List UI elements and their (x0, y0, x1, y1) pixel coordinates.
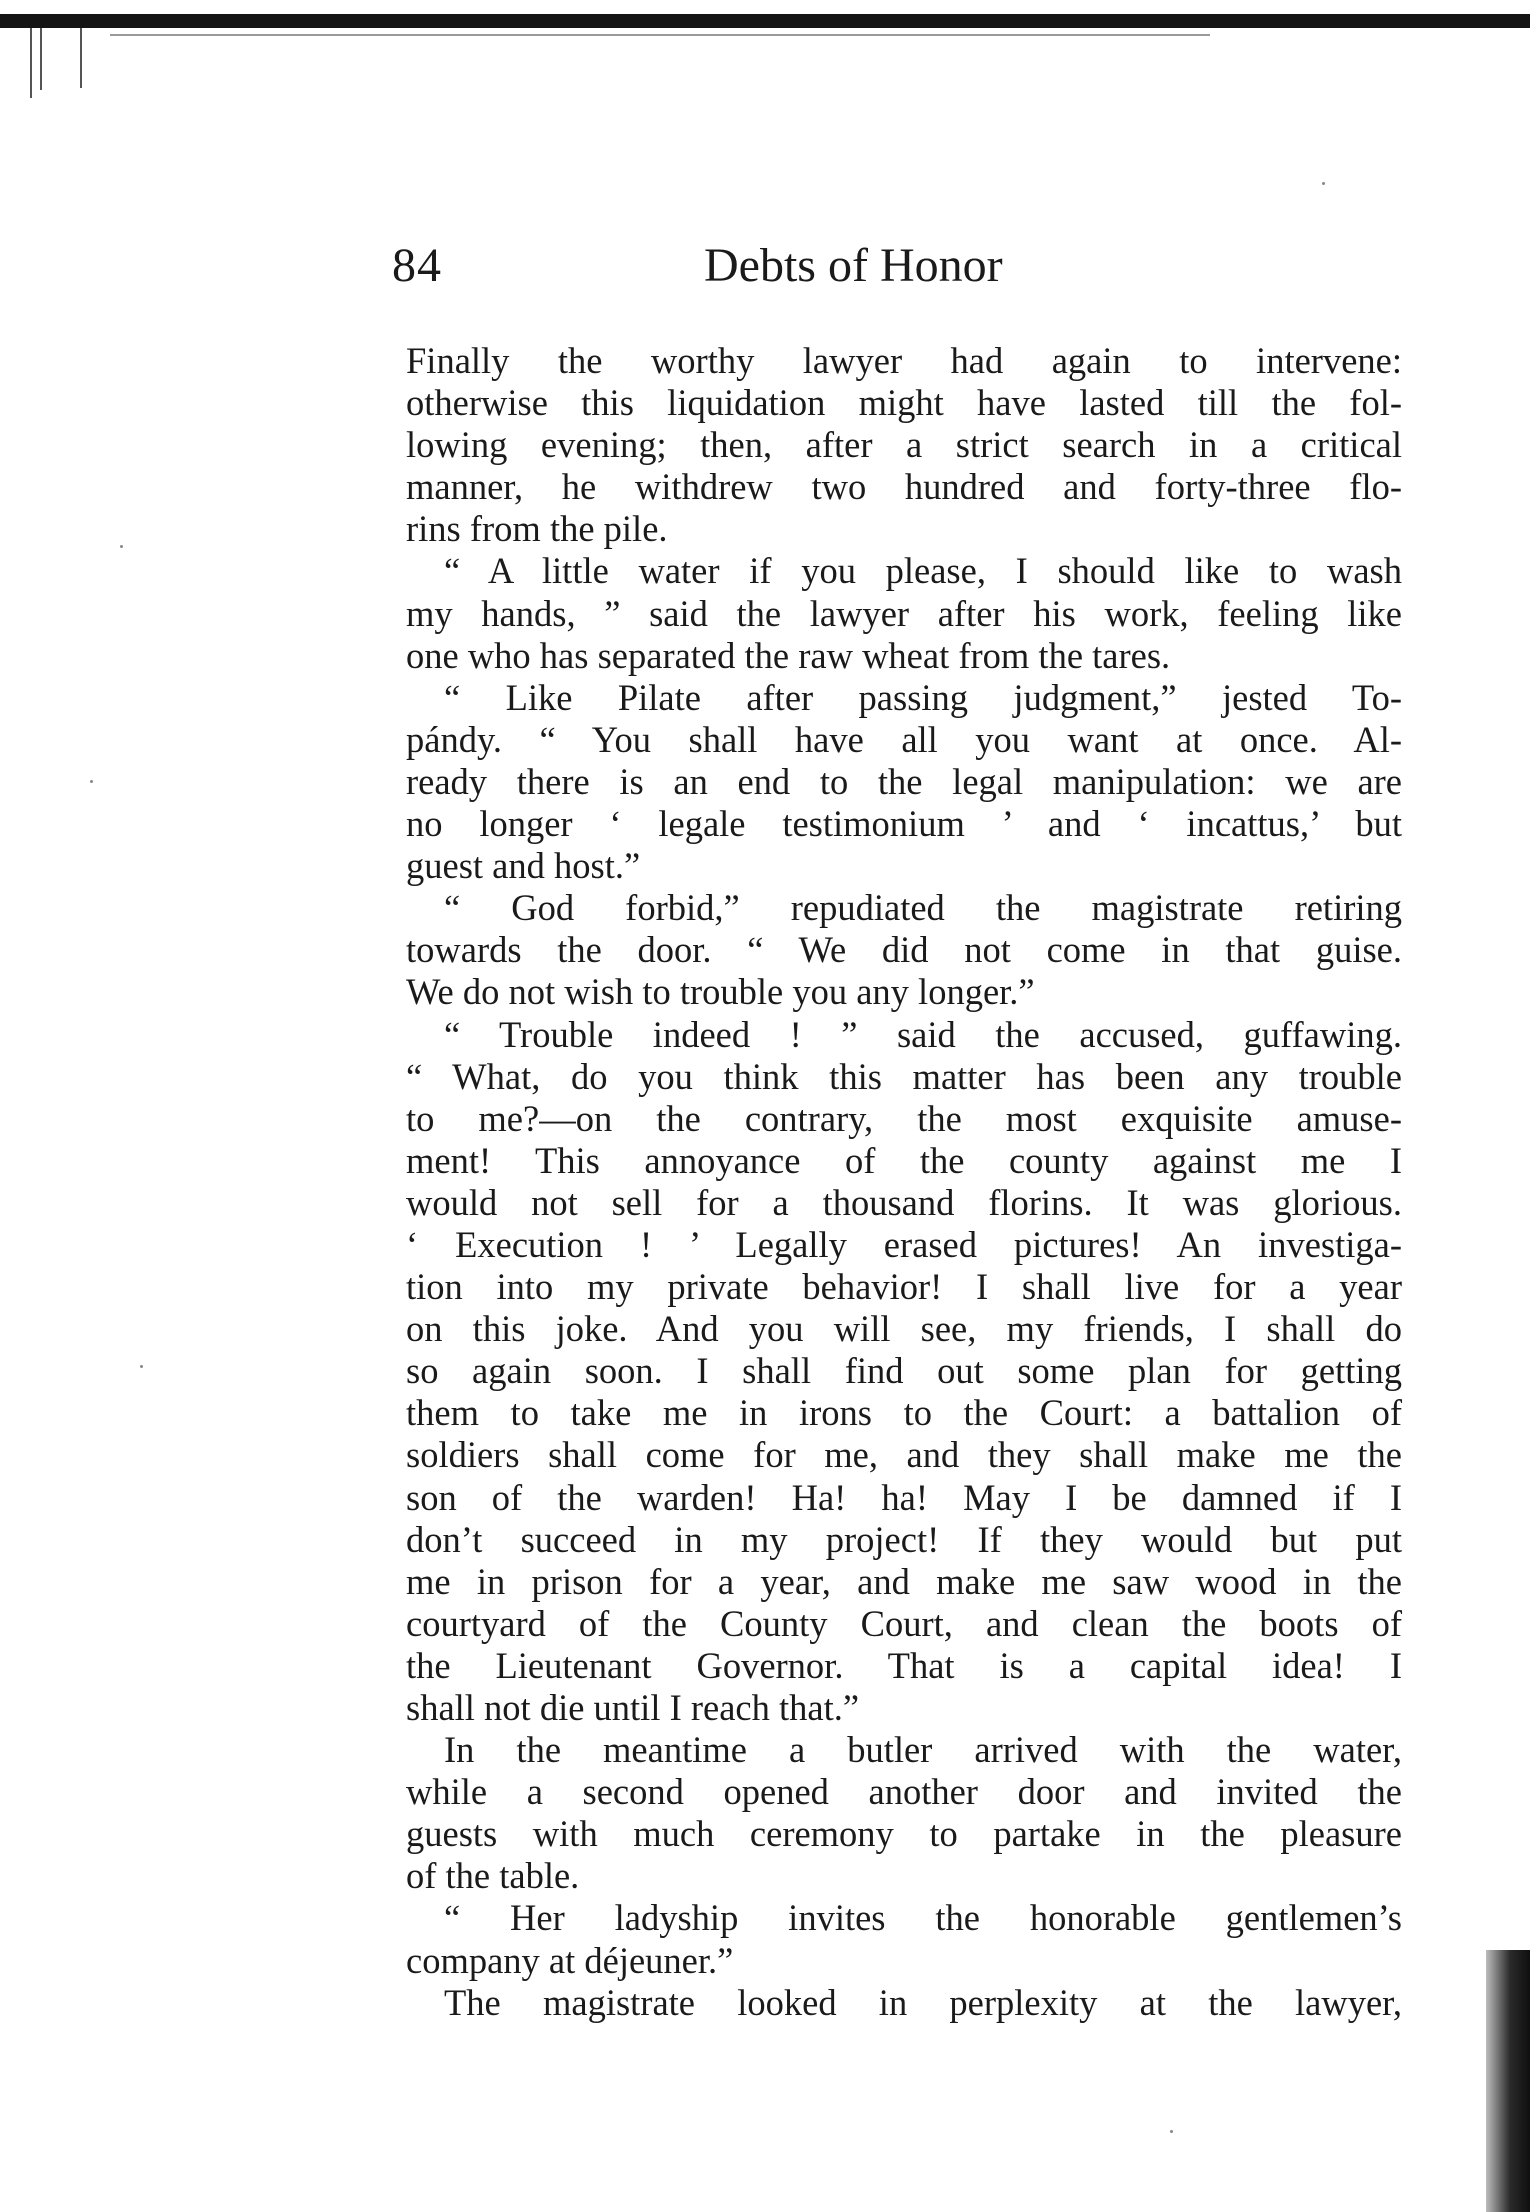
text-line: them to take me in irons to the Court: a battalion of (406, 1392, 1402, 1434)
text-line: don’t succeed in my project! If they would but put (406, 1518, 1402, 1560)
text-line: the Lieutenant Governor. That is a capital idea! I (406, 1644, 1402, 1686)
top-thin-rule (110, 34, 1210, 36)
text-line: Finally the worthy lawyer had again to intervene: (406, 340, 1402, 381)
text-line: pándy. “ You shall have all you want at once. Al- (406, 718, 1402, 760)
text-line: “ Trouble indeed ! ” said the accused, guffawing. (444, 1013, 1402, 1055)
text-line: “ Like Pilate after passing judgment,” jested To- (444, 676, 1402, 718)
margin-tick (80, 28, 82, 88)
paper-speck (1170, 2130, 1173, 2133)
text-line: courtyard of the County Court, and clean the boots of (406, 1602, 1402, 1644)
text-line: my hands, ” said the lawyer after his work, feeling like (406, 592, 1402, 634)
text-line: “ A little water if you please, I should like to wash (444, 550, 1402, 592)
text-line: one who has separated the raw wheat from the tares. (406, 634, 1171, 676)
text-line: otherwise this liquidation might have lasted till the fol- (406, 382, 1402, 424)
text-line: of the table. (406, 1855, 580, 1897)
text-line: lowing evening; then, after a strict search in a critical (406, 424, 1402, 466)
page-number: 84 (392, 239, 442, 292)
text-line: ‘ Execution ! ’ Legally erased pictures! An investiga- (406, 1223, 1402, 1265)
margin-tick (30, 28, 32, 98)
paper-speck (90, 780, 93, 783)
text-line: soldiers shall come for me, and they shall make me the (406, 1434, 1402, 1476)
text-line: tion into my private behavior! I shall live for a year (406, 1266, 1402, 1308)
text-line: ment! This annoyance of the county against me I (406, 1139, 1402, 1181)
text-line: manner, he withdrew two hundred and forty-three flo- (406, 466, 1402, 508)
text-line: to me?—on the contrary, the most exquisite amuse- (406, 1097, 1402, 1139)
text-line: We do not wish to trouble you any longer.” (406, 971, 1035, 1013)
text-line: In the meantime a butler arrived with the water, (444, 1729, 1402, 1771)
text-line: “ What, do you think this matter has been any trouble (406, 1055, 1402, 1097)
text-line: guest and host.” (406, 845, 641, 887)
scan-edge-shadow (1486, 1950, 1530, 2212)
text-line: guests with much ceremony to partake in the pleasure (406, 1813, 1402, 1855)
text-line: on this joke. And you will see, my friends, I shall do (406, 1308, 1402, 1350)
text-line: shall not die until I reach that.” (406, 1687, 860, 1728)
paper-speck (140, 1365, 143, 1368)
paper-speck (1322, 182, 1325, 185)
text-line: “ God forbid,” repudiated the magistrate retiring (444, 887, 1402, 929)
text-line: “ Her ladyship invites the honorable gentlemen’s (444, 1897, 1402, 1939)
text-line: while a second opened another door and invited the (406, 1771, 1402, 1813)
top-border-rule (0, 14, 1530, 28)
text-line: would not sell for a thousand florins. It was glorious. (406, 1181, 1402, 1223)
margin-tick (40, 28, 42, 90)
text-line: The magistrate looked in perplexity at the lawyer, (444, 1981, 1402, 2023)
running-title: Debts of Honor (704, 239, 1003, 292)
text-line: ready there is an end to the legal manipulation: we are (406, 760, 1402, 802)
paper-speck (120, 545, 123, 548)
text-line: towards the door. “ We did not come in that guise. (406, 929, 1402, 971)
text-line: rins from the pile. (406, 508, 668, 550)
text-line: no longer ‘ legale testimonium ’ and ‘ incattus,’ but (406, 803, 1402, 845)
page-header (392, 238, 1412, 308)
text-line: company at déjeuner.” (406, 1939, 734, 1981)
text-line: so again soon. I shall find out some plan for getting (406, 1350, 1402, 1392)
body-text (406, 340, 1402, 2024)
text-line: son of the warden! Ha! ha! May I be damned if I (406, 1476, 1402, 1518)
text-line: me in prison for a year, and make me saw wood in the (406, 1560, 1402, 1602)
